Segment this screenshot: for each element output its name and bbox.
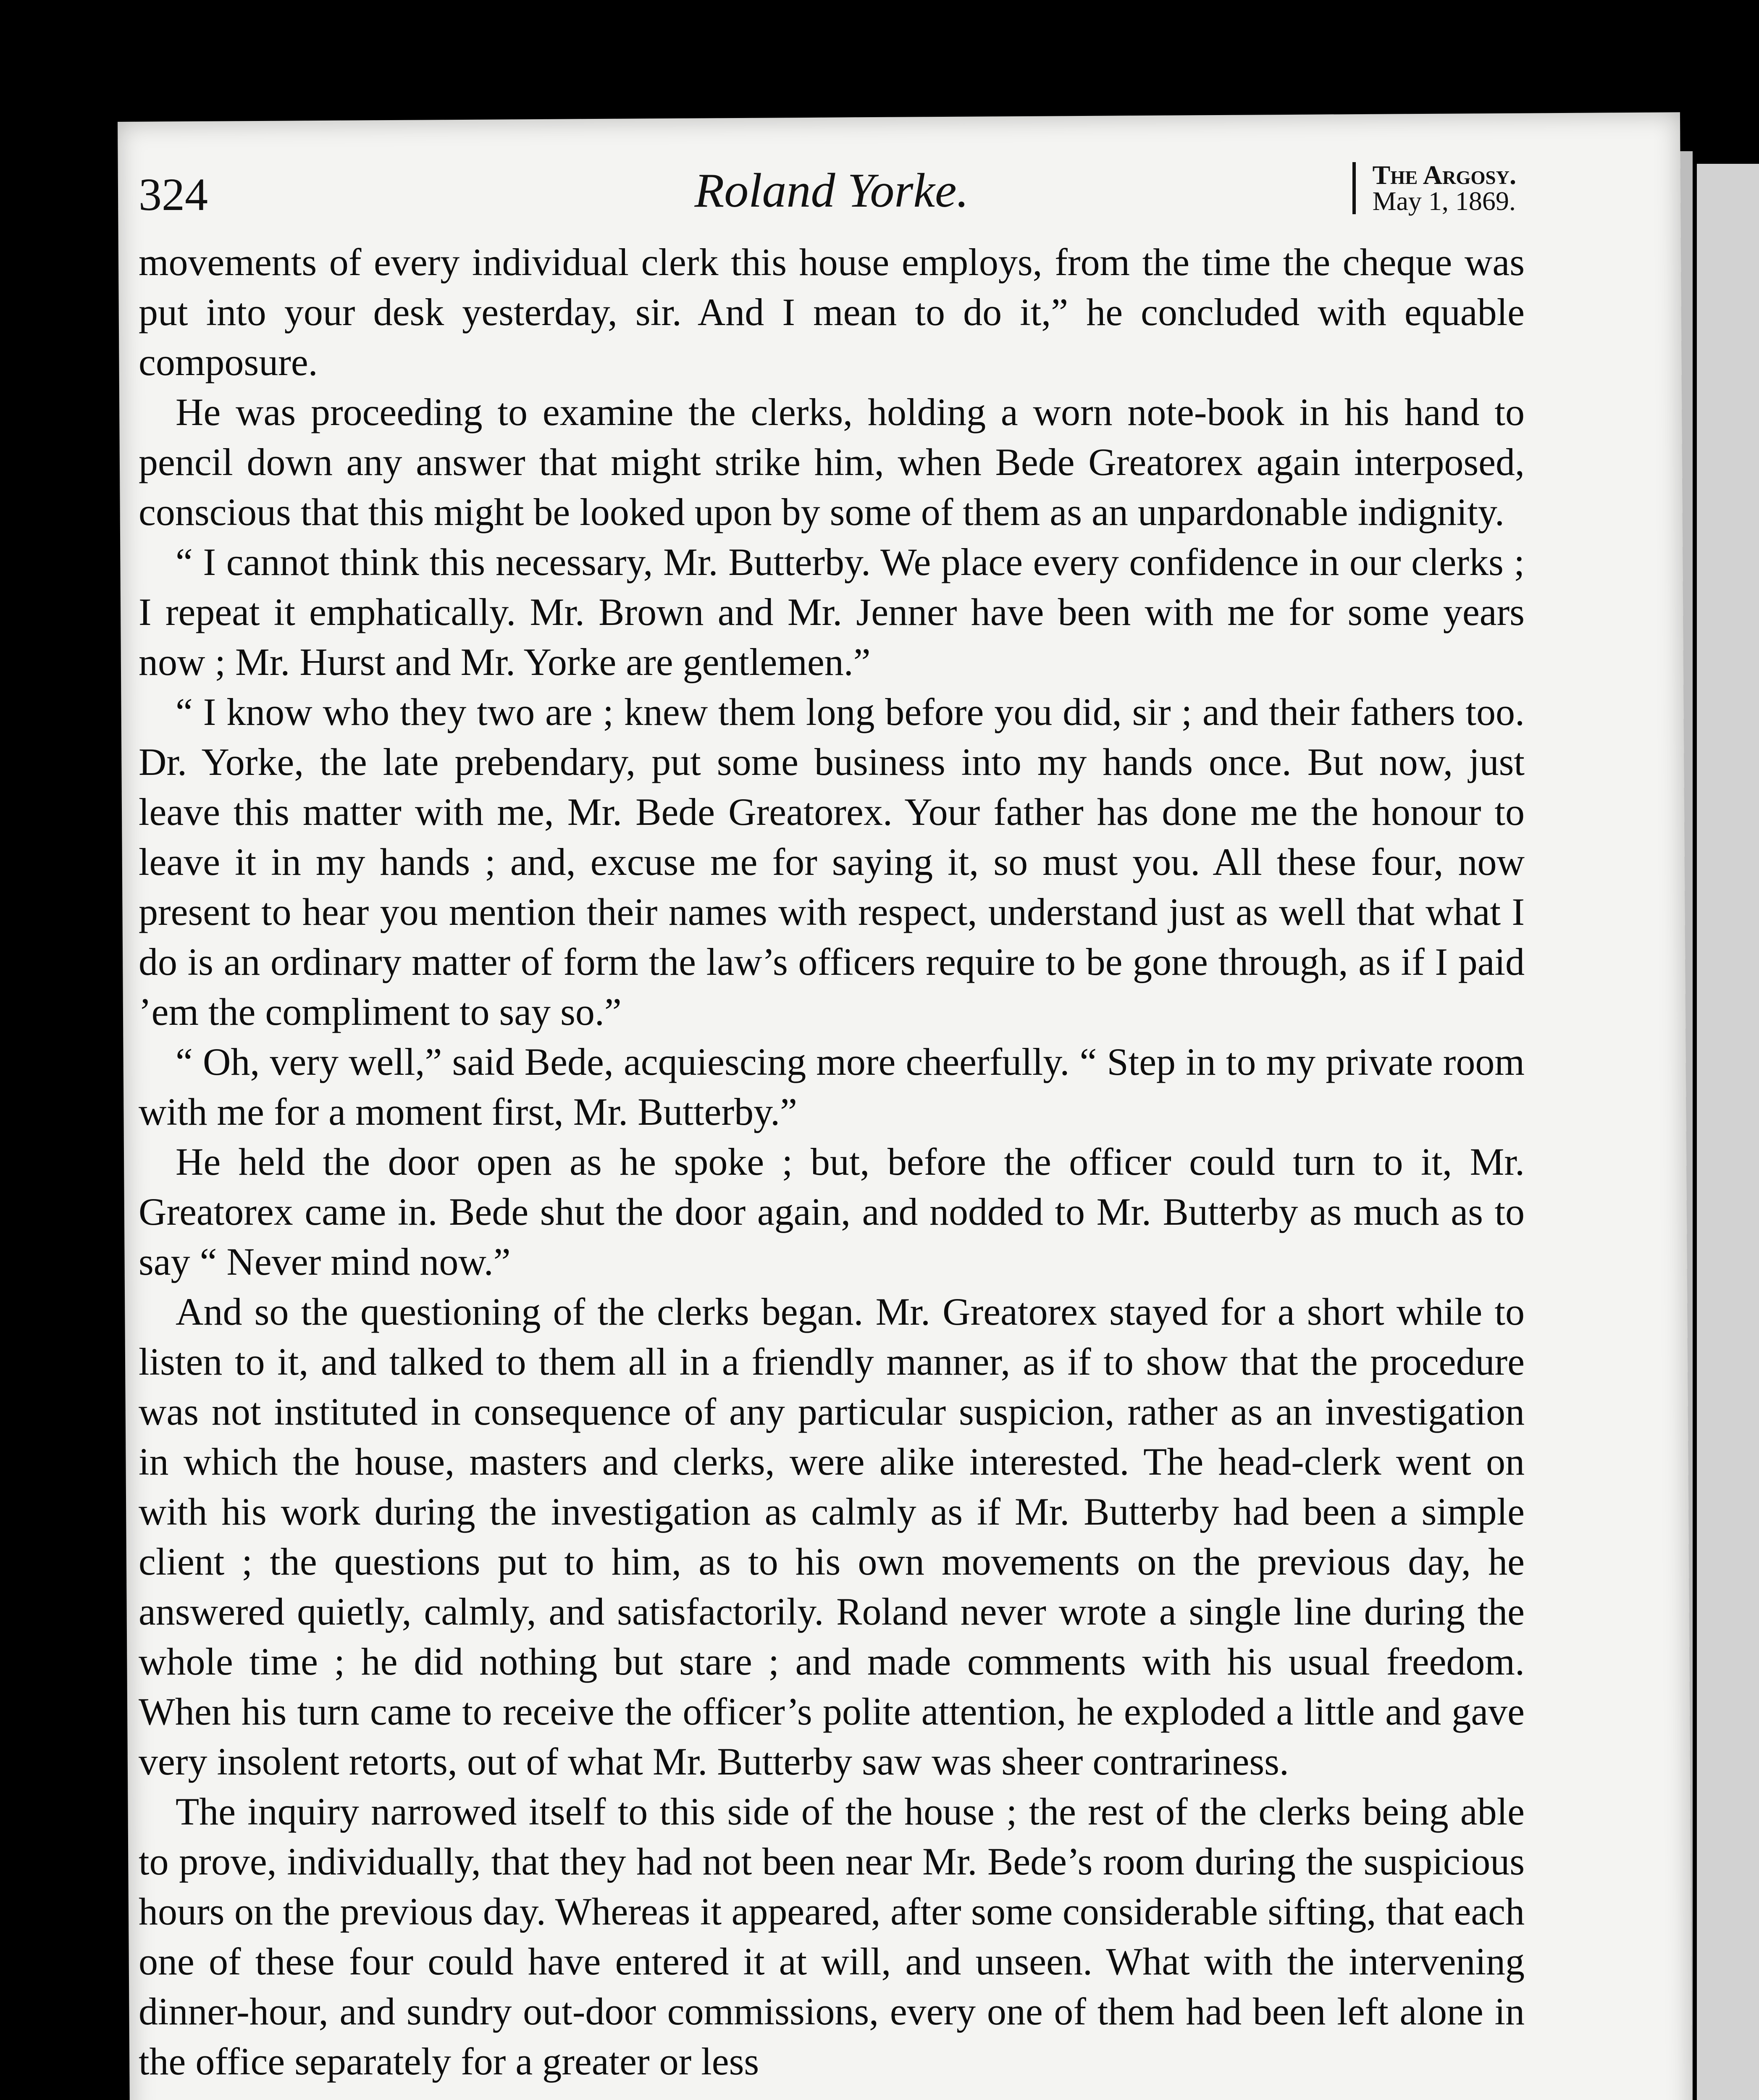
paragraph: And so the questioning of the clerks began. Mr. Greatorex stayed for a short while to listen to it, and talked to them all in a friendly manner, as if to show that the procedure was not instituted in consequence of any particular suspicion, rather as an investigation in which the house, masters and clerks, were alike interested. The head-clerk went on with his work during the investigation as calmly as if Mr. Butterby had been a simple client ; the questions put to him, as to his own movements on the previous day, he answered quietly, calmly, and satisfactorily. Roland never wrote a single line during the whole time ; he did nothing but stare ; and made comments with his usual freedom. When his turn came to receive the officer’s polite attention, he exploded a little and gave very insolent retorts, out of what Mr. Butterby saw was sheer contrariness. [139, 1290, 1525, 1783]
body-text [139, 237, 1525, 2087]
page-number: 324 [139, 169, 208, 220]
source-date: May 1, 1869. [1372, 186, 1516, 216]
paragraph: He was proceeding to examine the clerks, holding a worn note-book in his hand to pencil down any answer that might strike him, when Bede Greatorex again interposed, conscious that this might be looked upon by some of them as an unpardonable indignity. [139, 391, 1525, 533]
page-header [139, 143, 1525, 227]
paragraph: He held the door open as he spoke ; but, before the officer could turn to it, Mr. Greatorex came in. Bede shut the door again, and nodded to Mr. Butterby as much as to say “ Never mind now.” [139, 1140, 1525, 1283]
source-publication: The Argosy. [1372, 160, 1516, 190]
paragraph: “ I know who they two are ; knew them long before you did, sir ; and their fathers too. Dr. Yorke, the late prebendary, put some business into my hands once. But now, just leave this matter with me, Mr. Bede Greatorex. Your father has done me the honour to leave it in my hands ; and, excuse me for saying it, so must you. All these four, now present to hear you mention their names with respect, understand just as well that what I do is an ordinary matter of form the law’s officers require to be gone through, as if I paid ’em the compliment to say so.” [139, 690, 1525, 1033]
running-title: Roland Yorke. [694, 164, 969, 218]
paragraph: The inquiry narrowed itself to this side of the house ; the rest of the clerks being able to prove, individually, that they had not been near Mr. Bede’s room during the suspicious hours on the previous day. Whereas it appeared, after some considerable sifting, that each one of these four could have entered it at will, and unseen. What with the intervening dinner-hour, and sundry out-door commissions, every one of them had been left alone in the office separately for a greater or less [139, 1790, 1525, 2083]
paragraph: movements of every individual clerk this house employs, from the time the cheque was put into your desk yesterday, sir. And I mean to do it,” he concluded with equable composure. [139, 241, 1525, 383]
paragraph: “ Oh, very well,” said Bede, acquiescing more cheerfully. “ Step in to my private room with me for a moment first, Mr. Butterby.” [139, 1040, 1525, 1133]
adjacent-page-edge [1697, 164, 1759, 2100]
paragraph: “ I cannot think this necessary, Mr. Butterby. We place every confidence in our clerks ; I repeat it emphatically. Mr. Brown and Mr. Jenner have been with me for some years now ; Mr. Hurst and Mr. Yorke are gentlemen.” [139, 541, 1525, 683]
source-citation [1352, 162, 1516, 214]
